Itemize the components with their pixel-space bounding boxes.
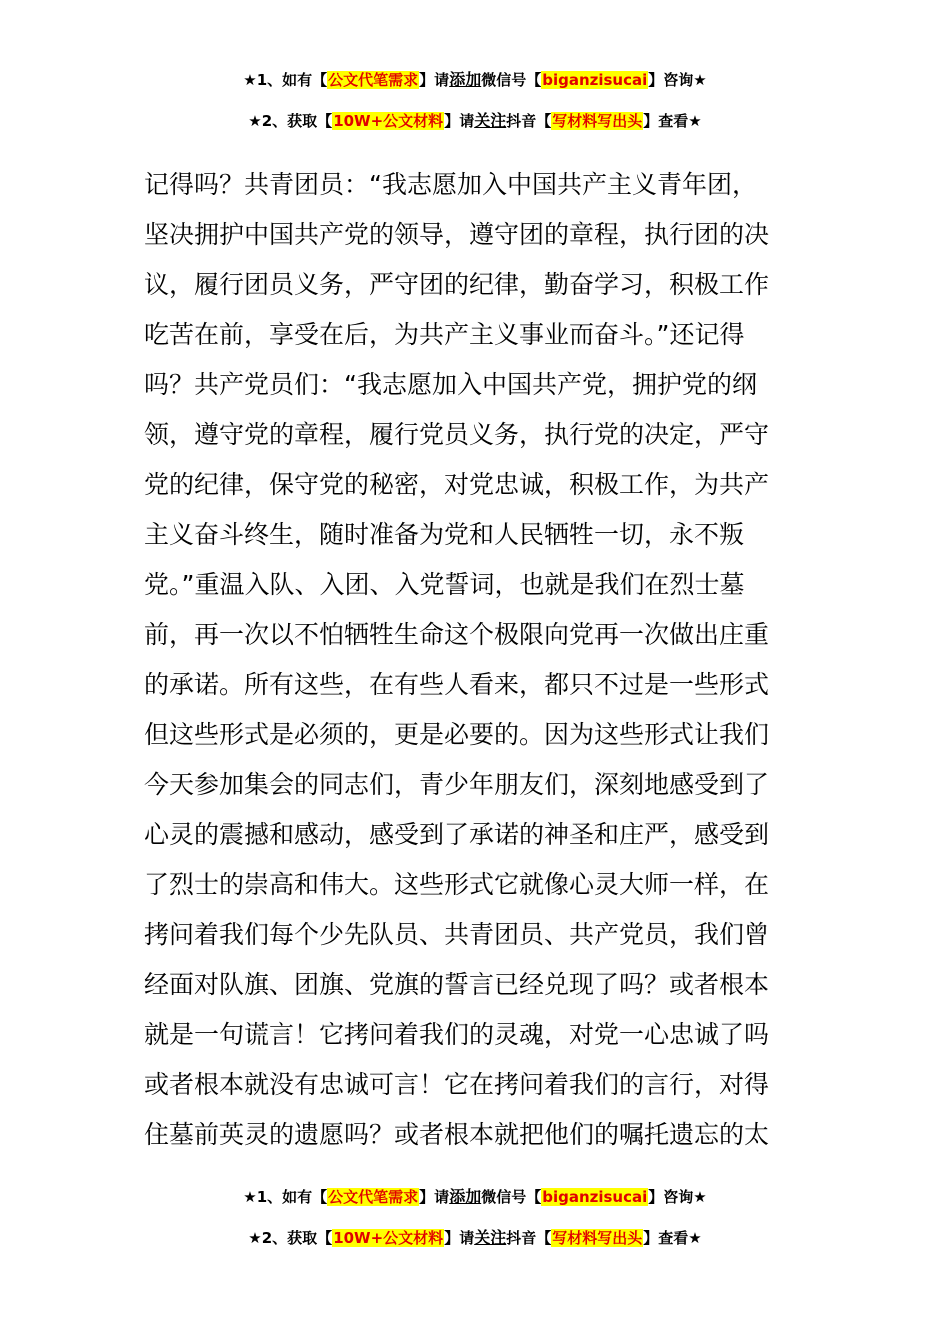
text-line: 记得吗？共青团员：“我志愿加入中国共产主义青年团， [144, 170, 757, 199]
highlight-wechat-id: biganzisucai [542, 71, 648, 89]
highlight-ghostwriting: 公文代笔需求 [328, 71, 419, 89]
text-line: 坚决拥护中国共产党的领导，遵守团的章程，执行团的决 [144, 220, 770, 249]
text-line: 了烈士的崇高和伟大。这些形式它就像心灵大师一样，在 [144, 870, 770, 899]
highlight-ghostwriting: 公文代笔需求 [328, 1188, 419, 1206]
highlight-materials: 10W+公文材料 [333, 1229, 444, 1247]
highlight-materials: 10W+公文材料 [333, 112, 444, 130]
highlight-douyin: 写材料写出头 [552, 1229, 643, 1247]
text-line: 经面对队旗、团旗、党旗的誓言已经兑现了吗？或者根本 [144, 970, 770, 999]
text-line: 党。”重温入队、入团、入党誓词，也就是我们在烈士墓 [144, 570, 745, 599]
highlight-wechat-id: biganzisucai [542, 1188, 648, 1206]
text-line: 议，履行团员义务，严守团的纪律，勤奋学习，积极工作 [144, 270, 770, 299]
document-body [144, 160, 806, 1160]
text-line: 的承诺。所有这些，在有些人看来，都只不过是一些形式 [144, 670, 770, 699]
footer-promo-line-2: ★2、获取【10W+公文材料】请关注抖音【写材料写出头】查看★ [248, 1228, 702, 1247]
text-line: 前，再一次以不怕牺牲生命这个极限向党再一次做出庄重 [144, 620, 770, 649]
text-line: 但这些形式是必须的，更是必要的。因为这些形式让我们 [144, 720, 770, 749]
text-line: 住墓前英灵的遗愿吗？或者根本就把他们的嘱托遗忘的太 [144, 1120, 770, 1149]
text-line: 吃苦在前，享受在后，为共产主义事业而奋斗。”还记得 [144, 320, 745, 349]
text-line: 领，遵守党的章程，履行党员义务，执行党的决定，严守 [144, 420, 770, 449]
text-line: 主义奋斗终生，随时准备为党和人民牺牲一切，永不叛 [144, 520, 745, 549]
text-line: 就是一句谎言！它拷问着我们的灵魂，对党一心忠诚了吗 [144, 1020, 770, 1049]
text-line: 拷问着我们每个少先队员、共青团员、共产党员，我们曾 [144, 920, 770, 949]
text-line: 吗？共产党员们：“我志愿加入中国共产党，拥护党的纲 [144, 370, 757, 399]
header-promo-line-2: ★2、获取【10W+公文材料】请关注抖音【写材料写出头】查看★ [248, 111, 702, 130]
text-line: 或者根本就没有忠诚可言！它在拷问着我们的言行，对得 [144, 1070, 770, 1099]
text-line: 心灵的震撼和感动，感受到了承诺的神圣和庄严，感受到 [144, 820, 770, 849]
footer-promo-line-1: ★1、如有【公文代笔需求】请添加微信号【biganzisucai】咨询★ [243, 1187, 707, 1206]
text-line: 党的纪律，保守党的秘密，对党忠诚，积极工作，为共产 [144, 470, 770, 499]
header-promo-line-1: ★1、如有【公文代笔需求】请添加微信号【biganzisucai】咨询★ [243, 70, 707, 89]
highlight-douyin: 写材料写出头 [552, 112, 643, 130]
text-line: 今天参加集会的同志们，青少年朋友们，深刻地感受到了 [144, 770, 770, 799]
